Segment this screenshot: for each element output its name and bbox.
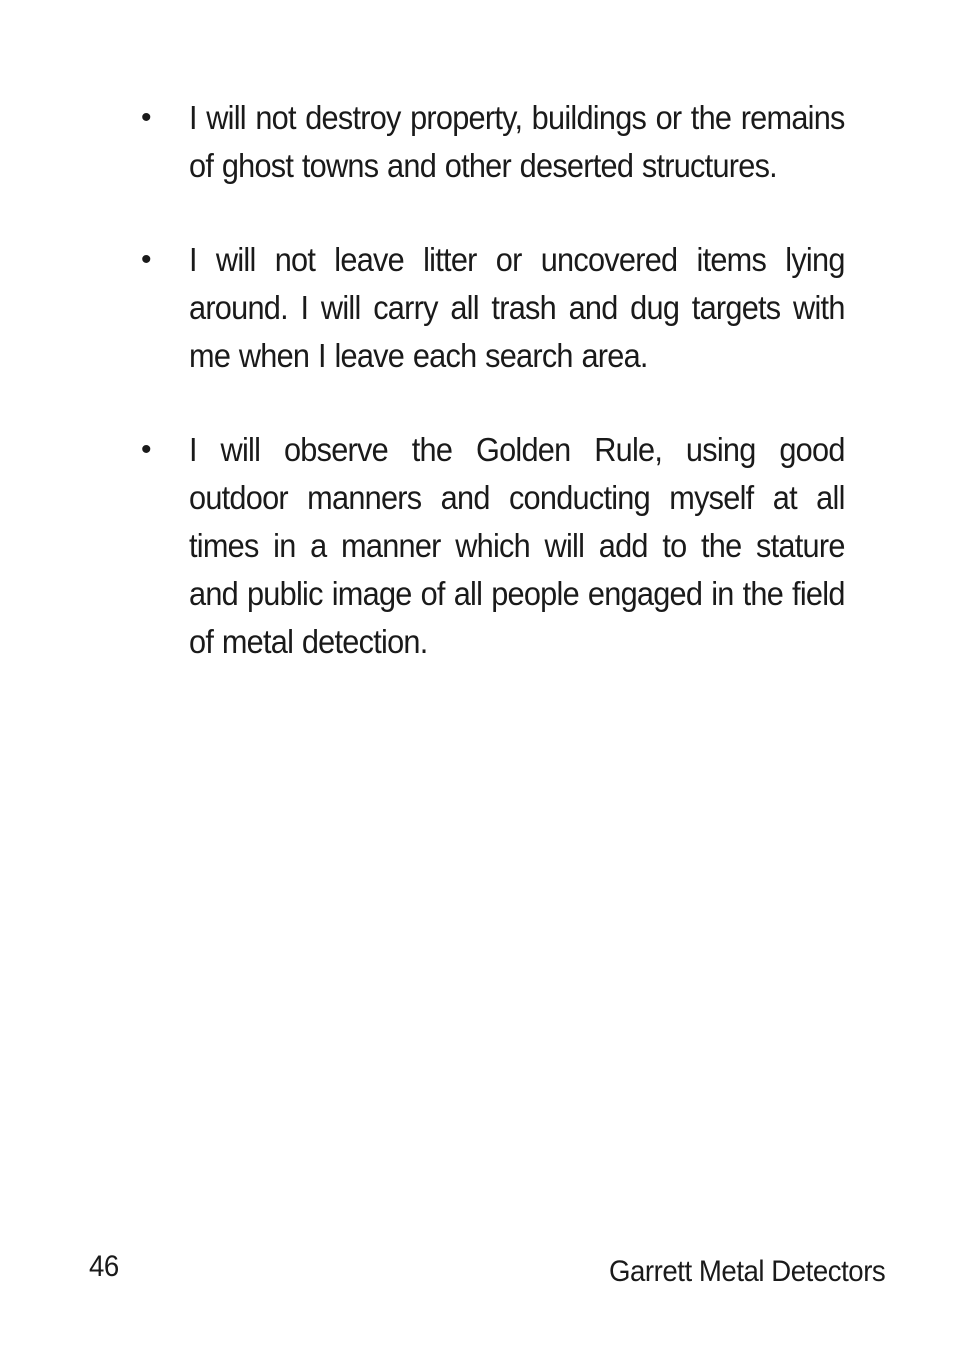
bullet-marker: • (141, 433, 152, 466)
list-item (141, 236, 849, 380)
footer-brand-name: Garrett Metal Detectors (608, 1255, 885, 1288)
code-of-ethics-list (141, 94, 849, 712)
list-item-text: I will not leave litter or uncovered items lying around. I will carry all trash and dug targets with me when I leave each search area. (189, 241, 845, 374)
list-item (141, 426, 849, 666)
bullet-marker: • (141, 243, 152, 276)
bullet-marker: • (141, 101, 152, 134)
page-number: 46 (89, 1250, 119, 1283)
list-item-text: I will not destroy property, buildings or the remains of ghost towns and other deserted structures. (189, 99, 845, 184)
list-item (141, 94, 849, 190)
list-item-text: I will observe the Golden Rule, using good outdoor manners and conducting myself at all times in a manner which will add to the stature and public image of all people engaged in the field of metal detection. (189, 431, 845, 660)
